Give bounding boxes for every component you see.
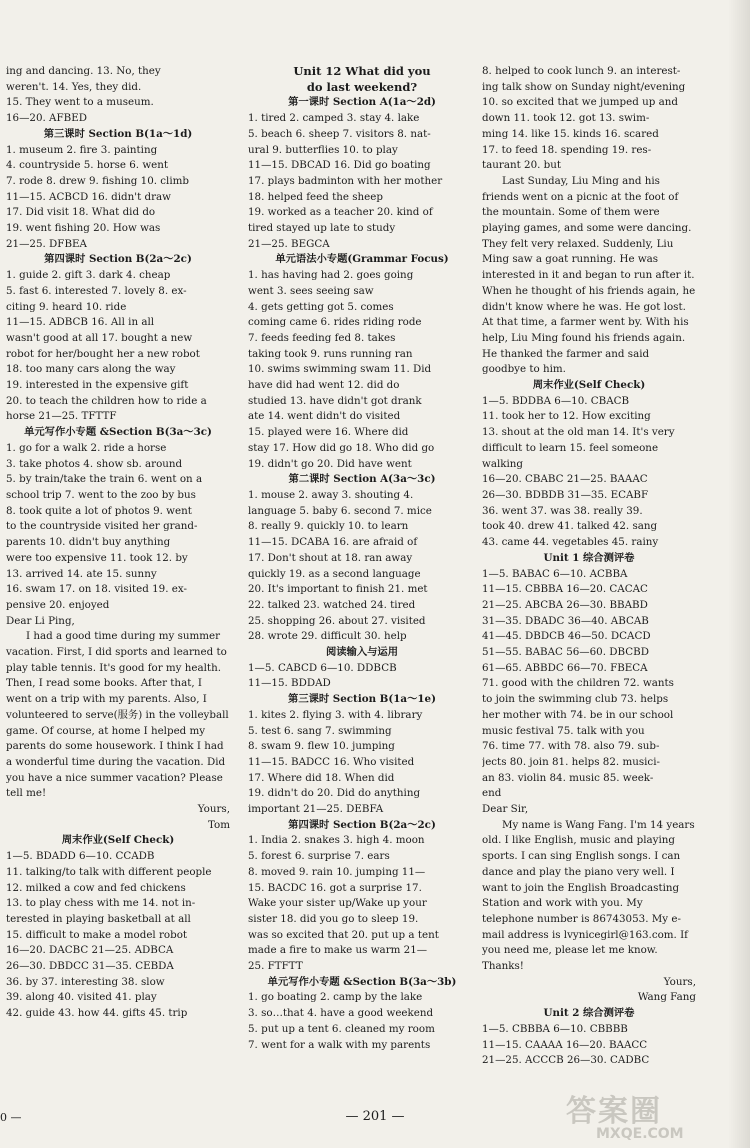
- answer-line: 21—25. ACCCB 26—30. CADBC: [482, 1054, 650, 1067]
- answer-line: took 40. drew 41. talked 42. sang: [482, 520, 658, 533]
- section-heading: 第二课时 Section A(3a～3c): [288, 473, 436, 486]
- answer-line: an 83. violin 84. music 85. week-: [482, 771, 654, 784]
- answer-line: 19. worked as a teacher 20. kind of: [248, 206, 433, 219]
- answer-line: 36. by 37. interesting 38. slow: [6, 975, 165, 988]
- answer-line: 76. time 77. with 78. also 79. sub-: [482, 740, 660, 753]
- answer-line: parents 10. didn't buy anything: [6, 536, 171, 549]
- answer-line: 43. came 44. vegetables 45. rainy: [482, 536, 659, 549]
- answer-line: 51—55. BABAC 56—60. DBCBD: [482, 646, 649, 659]
- answer-line: 3. take photos 4. show sb. around: [6, 457, 183, 470]
- unit-title: do last weekend?: [306, 79, 418, 94]
- section-heading: Unit 1 综合测评卷: [543, 551, 635, 564]
- answer-line: 42. guide 43. how 44. gifts 45. trip: [6, 1007, 188, 1020]
- answer-line: to the countryside visited her grand-: [6, 520, 198, 533]
- answer-line: 11. talking/to talk with different people: [6, 865, 212, 878]
- answer-line: 11—15. DCABA 16. are afraid of: [248, 536, 418, 549]
- answer-line: coming came 6. rides riding rode: [248, 316, 422, 329]
- answer-line: 18. too many cars along the way: [6, 363, 176, 376]
- answer-line: went 3. sees seeing saw: [248, 284, 374, 297]
- answer-line: stay 17. How did go 18. Who did go: [248, 441, 435, 454]
- answer-line: 20. to teach the children how to ride a: [6, 394, 207, 407]
- answer-line: 21—25. ABCBA 26—30. BBABD: [482, 598, 648, 611]
- answer-line: language 5. baby 6. second 7. mice: [248, 504, 432, 517]
- answer-line: her mother with 74. be in our school: [482, 708, 674, 721]
- answer-line: pensive 20. enjoyed: [6, 598, 110, 611]
- answer-line: citing 9. heard 10. ride: [6, 300, 127, 313]
- left-page-number: 0 —: [0, 1111, 22, 1124]
- answer-line: Wake your sister up/Wake up your: [248, 897, 427, 910]
- answer-line: 4. gets getting got 5. comes: [248, 300, 394, 313]
- answer-line: 71. good with the children 72. wants: [482, 677, 674, 690]
- answer-line: 1—5. CABCD 6—10. DDBCB: [248, 661, 397, 674]
- answer-line: made a fire to make us warm 21—: [248, 944, 428, 957]
- essay-paragraph: Last Sunday, Liu Ming and his friends went on a picnic at the foot of the mountain. Some of them were playing games, and some were dancing. They felt very relaxed. Suddenly, Liu Ming saw a goat running. He was interested in it and began to run after it. When he thought of his friends again, he didn't know where he was. He got lost. At that time, a farmer went by. With his help, Liu Ming found his friends again. He thanked the farmer and said goodbye to him.: [482, 174, 696, 376]
- answer-line: 7. feeds feeding fed 8. takes: [248, 331, 396, 344]
- letter-signoff: Yours,: [197, 803, 230, 816]
- answer-line: ming 14. like 15. kinds 16. scared: [482, 127, 659, 140]
- answer-line: down 11. took 12. got 13. swim-: [482, 112, 650, 125]
- answer-line: 8. moved 9. rain 10. jumping 11—: [248, 865, 426, 878]
- answer-line: 21—25. DFBEA: [6, 237, 87, 250]
- answer-line: 13. shout at the old man 14. It's very: [482, 426, 675, 439]
- answer-line: 1—5. BABAC 6—10. ACBBA: [482, 567, 628, 580]
- answer-line: robot for her/bought her a new robot: [6, 347, 200, 360]
- answer-line: have did had went 12. did do: [248, 379, 400, 392]
- section-heading: 周末作业(Self Check): [61, 834, 175, 847]
- answer-line: 5. forest 6. surprise 7. ears: [248, 850, 390, 863]
- answer-line: 8. swam 9. flew 10. jumping: [248, 740, 395, 753]
- answer-line: 17. to feed 18. spending 19. res-: [482, 143, 652, 156]
- answer-line: 16—20. DACBC 21—25. ADBCA: [6, 944, 174, 957]
- answer-line: ate 14. went didn't do visited: [248, 410, 401, 423]
- letter-signoff: Tom: [207, 818, 230, 831]
- answer-line: 10. so excited that we jumped up and: [482, 96, 678, 109]
- answer-line: tired stayed up late to study: [248, 222, 396, 235]
- watermark-url: MXQE.COM: [596, 1126, 684, 1142]
- answer-line: 17. Where did 18. When did: [248, 771, 395, 784]
- answer-line: 19. interested in the expensive gift: [6, 379, 189, 392]
- answer-column-3: [482, 64, 696, 1069]
- answer-line: to join the swimming club 73. helps: [482, 693, 669, 706]
- answer-line: 1. has having had 2. goes going: [248, 269, 414, 282]
- answer-line: 11—15. ACBCD 16. didn't draw: [6, 190, 171, 203]
- answer-line: 1—5. BDADD 6—10. CCADB: [6, 850, 155, 863]
- answer-line: 25. FTFTT: [248, 960, 303, 973]
- section-heading: 单元语法小专题(Grammar Focus): [275, 253, 449, 266]
- answer-line: sister 18. did you go to sleep 19.: [248, 912, 419, 925]
- answer-line: studied 13. have didn't got drank: [248, 394, 422, 407]
- answer-line: 26—30. DBDCC 31—35. CEBDA: [6, 960, 174, 973]
- answer-line: 31—35. DBADC 36—40. ABCAB: [482, 614, 649, 627]
- answer-line: walking: [482, 457, 524, 470]
- answer-line: 36. went 37. was 38. really 39.: [482, 504, 643, 517]
- answer-line: 8. helped to cook lunch 9. an interest-: [482, 65, 681, 77]
- answer-line: 8. really 9. quickly 10. to learn: [248, 520, 409, 533]
- answer-line: 5. put up a tent 6. cleaned my room: [248, 1022, 435, 1035]
- answer-line: 18. helped feed the sheep: [248, 190, 383, 203]
- answer-line: Dear Li Ping,: [6, 614, 75, 627]
- answer-line: 11—15. DBCAD 16. Did go boating: [248, 159, 431, 172]
- answer-line: 1. guide 2. gift 3. dark 4. cheap: [6, 269, 171, 282]
- answer-line: 17. plays badminton with her mother: [248, 174, 443, 187]
- unit-title: Unit 12 What did you: [293, 64, 431, 78]
- answer-line: 19. went fishing 20. How was: [6, 222, 161, 235]
- section-heading: 周末作业(Self Check): [532, 379, 646, 392]
- answer-line: end: [482, 787, 502, 800]
- section-heading: 第四课时 Section B(2a～2c): [288, 818, 436, 831]
- answer-line: 20. It's important to finish 21. met: [248, 583, 428, 596]
- section-heading: 第三课时 Section B(1a～1d): [43, 127, 193, 140]
- watermark-logo: [566, 1086, 716, 1142]
- answer-line: 16—20. CBABC 21—25. BAAAC: [482, 473, 648, 486]
- answer-line: difficult to learn 15. feel someone: [482, 441, 659, 454]
- answer-line: school trip 7. went to the zoo by bus: [6, 488, 196, 501]
- answer-line: 19. didn't go 20. Did have went: [248, 457, 412, 470]
- answer-line: 15. They went to a museum.: [6, 96, 154, 109]
- answer-line: 7. went for a walk with my parents: [248, 1038, 431, 1051]
- answer-line: 22. talked 23. watched 24. tired: [248, 598, 416, 611]
- answer-line: wasn't good at all 17. bought a new: [6, 331, 193, 344]
- answer-line: terested in playing basketball at all: [6, 912, 191, 925]
- answer-line: 21—25. BEGCA: [248, 237, 330, 250]
- answer-line: horse 21—25. TFTTF: [6, 410, 117, 423]
- answer-line: 1. museum 2. fire 3. painting: [6, 143, 158, 156]
- answer-line: 8. took quite a lot of photos 9. went: [6, 504, 192, 517]
- answer-line: were too expensive 11. took 12. by: [6, 551, 188, 564]
- answer-line: 13. arrived 14. ate 15. sunny: [6, 567, 157, 580]
- essay-paragraph: I had a good time during my summer vacation. First, I did sports and learned to play table tennis. It's good for my health. Then, I read some books. After that, I went on a trip with my parents. Also, I volunteered to serve(服务) in the volleyball game. Of course, at home I helped my parents do some housework. I think I had a wonderful time during the vacation. Did you have a nice summer vacation? Please tell me!: [6, 630, 229, 800]
- section-heading: Unit 2 综合测评卷: [543, 1007, 635, 1020]
- answer-line: 1. mouse 2. away 3. shouting 4.: [248, 488, 414, 501]
- section-heading: 单元写作小专题 &Section B(3a～3b): [267, 975, 457, 988]
- letter-signoff: Yours,: [663, 975, 696, 988]
- answer-line: important 21—25. DEBFA: [248, 803, 384, 816]
- section-heading: 单元写作小专题 &Section B(3a～3c): [24, 426, 212, 439]
- section-heading: 阅读输入与运用: [325, 646, 399, 659]
- answer-line: 5. beach 6. sheep 7. visitors 8. nat-: [248, 127, 431, 140]
- answer-line: taurant 20. but: [482, 159, 562, 172]
- answer-line: 15. BACDC 16. got a surprise 17.: [248, 881, 422, 894]
- answer-line: quickly 19. as a second language: [248, 567, 421, 580]
- section-heading: 第一课时 Section A(1a～2d): [288, 96, 436, 109]
- answer-line: 11—15. CAAAA 16—20. BAACC: [482, 1038, 648, 1051]
- answer-line: 16. swam 17. on 18. visited 19. ex-: [6, 583, 187, 596]
- answer-line: ural 9. butterflies 10. to play: [248, 143, 398, 156]
- page-edge: [728, 0, 750, 1148]
- answer-line: music festival 75. talk with you: [482, 724, 645, 737]
- answer-line: 11. took her to 12. How exciting: [482, 410, 651, 423]
- answer-line: 13. to play chess with me 14. not in-: [6, 897, 196, 910]
- answer-line: 1—5. BDDBA 6—10. CBACB: [482, 394, 630, 407]
- answer-line: 3. so…that 4. have a good weekend: [248, 1007, 434, 1020]
- answer-line: 61—65. ABBDC 66—70. FBECA: [482, 661, 648, 674]
- answer-line: 11—15. BDDAD: [248, 677, 331, 690]
- section-heading: 第三课时 Section B(1a～1e): [288, 693, 436, 706]
- answer-line: 39. along 40. visited 41. play: [6, 991, 157, 1004]
- answer-line: 15. difficult to make a model robot: [6, 928, 188, 941]
- answer-line: Dear Sir,: [482, 803, 529, 816]
- answer-line: was so excited that 20. put up a tent: [248, 928, 439, 941]
- answer-line: 11—15. CBBBA 16—20. CACAC: [482, 583, 648, 596]
- answer-line: 1. tired 2. camped 3. stay 4. lake: [248, 112, 420, 125]
- answer-line: 19. didn't do 20. Did do anything: [248, 787, 421, 800]
- answer-line: weren't. 14. Yes, they did.: [6, 80, 142, 93]
- letter-signoff: Wang Fang: [637, 991, 696, 1004]
- section-heading: 第四课时 Section B(2a～2c): [44, 253, 192, 266]
- answer-line: taking took 9. runs running ran: [248, 347, 413, 360]
- answer-line: 28. wrote 29. difficult 30. help: [248, 630, 407, 643]
- answer-line: 5. by train/take the train 6. went on a: [6, 473, 203, 486]
- answer-line: 1. India 2. snakes 3. high 4. moon: [248, 834, 425, 847]
- answer-line: ing and dancing. 13. No, they: [6, 65, 161, 77]
- answer-line: 4. countryside 5. horse 6. went: [6, 159, 169, 172]
- answer-line: 15. played were 16. Where did: [248, 426, 409, 439]
- answer-line: 1—5. CBBBA 6—10. CBBBB: [482, 1022, 628, 1035]
- answer-line: 1. go for a walk 2. ride a horse: [6, 441, 167, 454]
- answer-line: 25. shopping 26. about 27. visited: [248, 614, 426, 627]
- answer-line: ing talk show on Sunday night/evening: [482, 80, 686, 93]
- answer-line: 1. go boating 2. camp by the lake: [248, 991, 423, 1004]
- answer-line: 41—45. DBDCB 46—50. DCACD: [482, 630, 651, 643]
- answer-column-2: [248, 64, 476, 1053]
- answer-line: 10. swims swimming swam 11. Did: [248, 363, 432, 376]
- answer-line: 11—15. BADCC 16. Who visited: [248, 755, 415, 768]
- answer-line: 7. rode 8. drew 9. fishing 10. climb: [6, 174, 189, 187]
- essay-paragraph: My name is Wang Fang. I'm 14 years old. I like English, music and playing sports. I can sing English songs. I can dance and play the piano very well. I want to join the English Broadcasting Station and work with you. My telephone number is 86743053. My e-mail address is lvynicegirl@163.com. If you need me, please let me know. Thanks!: [482, 818, 695, 973]
- answer-column-1: [6, 64, 230, 1022]
- answer-line: 17. Don't shout at 18. ran away: [248, 551, 413, 564]
- answer-line: 5. test 6. sang 7. swimming: [248, 724, 392, 737]
- answer-line: 11—15. ADBCB 16. All in all: [6, 316, 155, 329]
- answer-line: 12. milked a cow and fed chickens: [6, 881, 186, 894]
- answer-line: 5. fast 6. interested 7. lovely 8. ex-: [6, 284, 187, 297]
- watermark-text: 答案圈: [566, 1094, 662, 1129]
- answer-line: jects 80. join 81. helps 82. musici-: [482, 755, 660, 768]
- page-number: — 201 —: [345, 1109, 405, 1124]
- answer-line: 17. Did visit 18. What did do: [6, 206, 156, 219]
- answer-line: 1. kites 2. flying 3. with 4. library: [248, 708, 423, 721]
- answer-line: 16—20. AFBED: [6, 112, 87, 125]
- answer-line: 26—30. BDBDB 31—35. ECABF: [482, 488, 649, 501]
